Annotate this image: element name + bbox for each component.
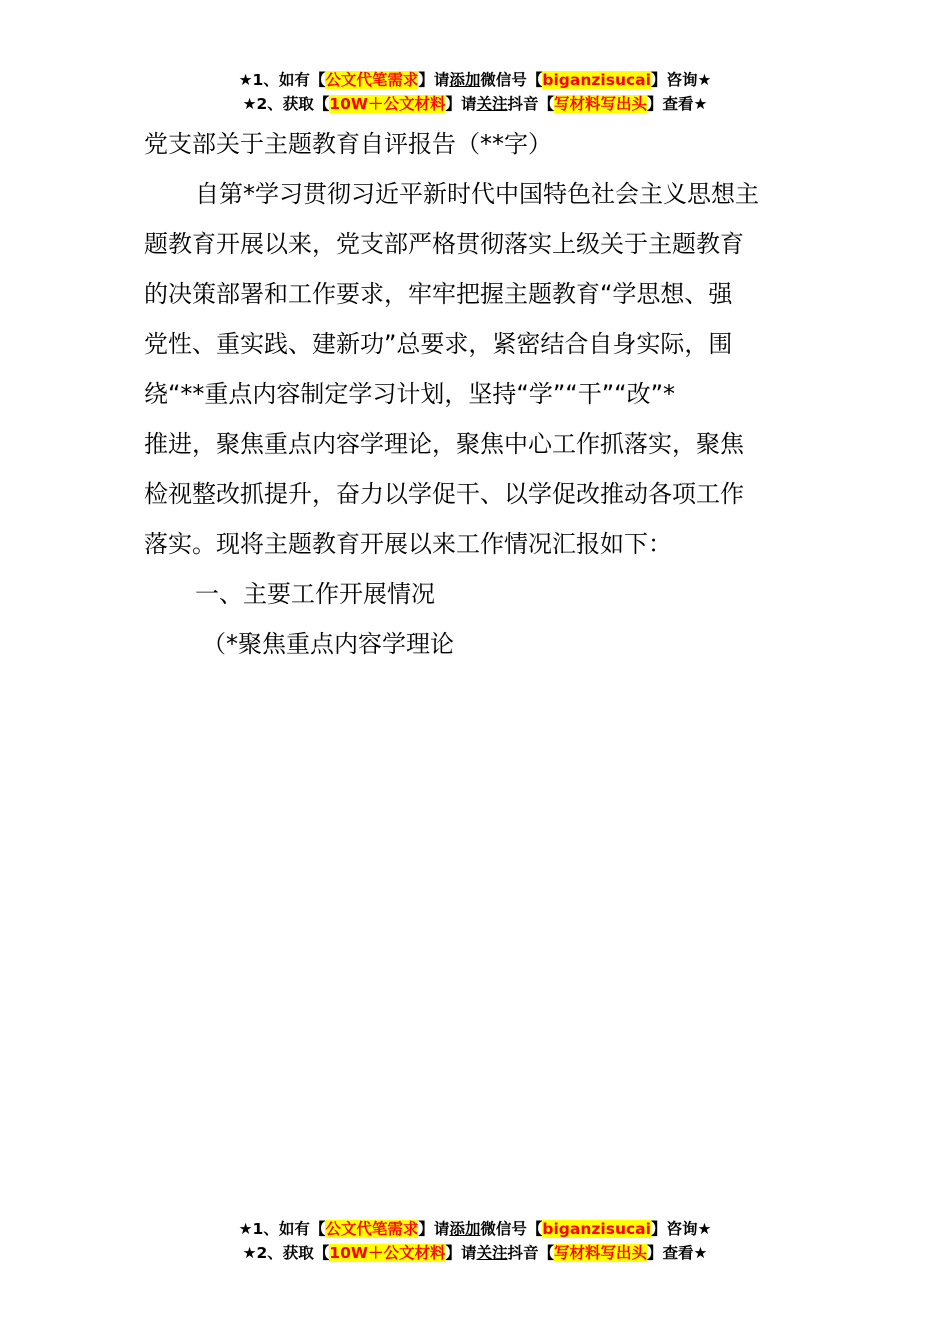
banner-text: 抖音【	[507, 1244, 554, 1262]
banner-text: 2、获取【	[256, 95, 330, 113]
banner-line-2	[0, 92, 950, 116]
banner-text: 】查看★	[647, 95, 708, 113]
paragraph-line: 落实。现将主题教育开展以来工作情况汇报如下：	[144, 530, 672, 558]
banner-text: 1、如有【	[252, 1220, 326, 1238]
banner-text: 】查看★	[647, 1244, 708, 1262]
star-icon: ★	[238, 71, 253, 89]
paragraph-line: 党性、重实践、建新功”总要求，紧密结合自身实际，围	[144, 330, 733, 358]
banner-text: 1、如有【	[252, 71, 326, 89]
highlight-materials: 10W＋公文材料	[329, 95, 446, 113]
paragraph-line: 自第*学习贯彻习近平新时代中国特色社会主义思想主	[195, 180, 759, 208]
paragraph-line: 绕“**重点内容制定学习计划，坚持“学”“干”“改”*	[144, 380, 676, 408]
paragraph-line: 的决策部署和工作要求，牢牢把握主题教育“学思想、强	[144, 280, 733, 308]
highlight-douyin-account: 写材料写出头	[554, 95, 648, 113]
highlight-materials: 10W＋公文材料	[329, 1244, 446, 1262]
banner-line-1	[0, 68, 950, 92]
star-icon: ★	[242, 1244, 257, 1262]
paragraph-line: 检视整改抓提升，奋力以学促干、以学促改推动各项工作	[144, 480, 744, 508]
paragraph-line: 题教育开展以来，党支部严格贯彻落实上级关于主题教育	[144, 230, 744, 258]
banner-text: 】请	[418, 71, 450, 89]
banner-text: 微信号【	[480, 1220, 543, 1238]
banner-text: 】咨询★	[650, 71, 712, 89]
section-heading: 一、主要工作开展情况	[195, 580, 435, 608]
subsection-heading: （*聚焦重点内容学理论	[202, 630, 454, 658]
document-title: 党支部关于主题教育自评报告（**字）	[144, 130, 552, 158]
highlight-douyin-account: 写材料写出头	[554, 1244, 648, 1262]
highlight-wechat-id: biganzisucai	[542, 1220, 651, 1238]
star-icon: ★	[238, 1220, 253, 1238]
document-body	[144, 169, 806, 669]
underlined-add: 添加	[449, 71, 481, 89]
underlined-follow: 关注	[476, 1244, 508, 1262]
highlight-ghostwriting: 公文代笔需求	[325, 1220, 419, 1238]
header-banner	[0, 68, 950, 116]
footer-banner	[0, 1217, 950, 1265]
banner-text: 】请	[418, 1220, 450, 1238]
banner-text: 微信号【	[480, 71, 543, 89]
star-icon: ★	[242, 95, 257, 113]
banner-line-2	[0, 1241, 950, 1265]
underlined-add: 添加	[449, 1220, 481, 1238]
banner-text: 】请	[445, 1244, 477, 1262]
banner-text: 】咨询★	[650, 1220, 712, 1238]
highlight-wechat-id: biganzisucai	[542, 71, 651, 89]
highlight-ghostwriting: 公文代笔需求	[325, 71, 419, 89]
banner-text: 抖音【	[507, 95, 554, 113]
paragraph-line: 推进，聚焦重点内容学理论，聚焦中心工作抓落实，聚焦	[144, 430, 744, 458]
banner-text: 2、获取【	[256, 1244, 330, 1262]
underlined-follow: 关注	[476, 95, 508, 113]
banner-text: 】请	[445, 95, 477, 113]
banner-line-1	[0, 1217, 950, 1241]
